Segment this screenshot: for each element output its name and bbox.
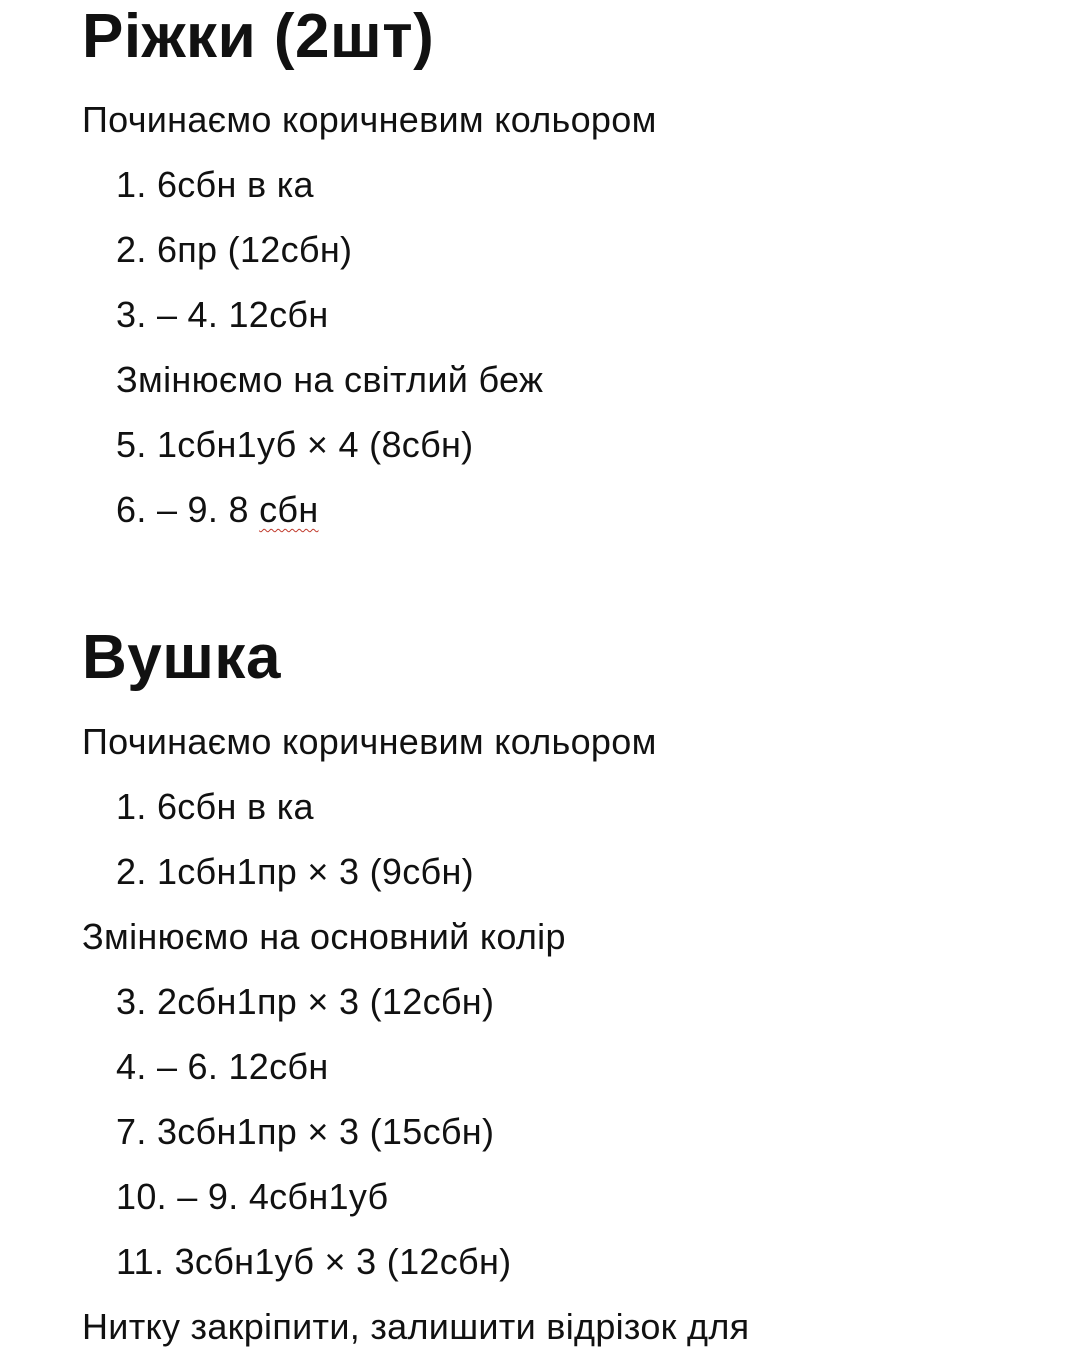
list-text: 6сбн в ка bbox=[156, 164, 314, 205]
list-text: 1сбн1пр × 3 (9сбн) bbox=[156, 851, 474, 892]
section-intro: Починаємо коричневим кольором bbox=[82, 99, 657, 140]
finishing-note: Нитку закріпити, залишити відрізок для bbox=[82, 1306, 750, 1347]
list-item bbox=[116, 1045, 329, 1089]
list-number: 2. bbox=[116, 851, 147, 892]
list-number: 4. bbox=[116, 1046, 147, 1087]
list-number: 6. bbox=[116, 489, 147, 530]
list-number: 7. bbox=[116, 1111, 147, 1152]
list-number: 2. bbox=[116, 229, 147, 270]
color-change-note: Змінюємо на основний колір bbox=[82, 916, 566, 957]
list-item bbox=[116, 1110, 494, 1154]
section-title-ears: Вушка bbox=[82, 623, 281, 692]
list-number: 10. bbox=[116, 1176, 167, 1217]
list-text: – 4. 12сбн bbox=[156, 294, 329, 335]
list-item bbox=[116, 163, 314, 207]
color-change-note: Змінюємо на світлий беж bbox=[116, 359, 544, 400]
list-text: 6пр (12сбн) bbox=[156, 229, 353, 270]
section-intro: Починаємо коричневим кольором bbox=[82, 721, 657, 762]
list-text: – 9. 8 bbox=[156, 489, 260, 530]
list-item bbox=[116, 980, 494, 1024]
list-item bbox=[116, 1240, 511, 1284]
list-number: 1. bbox=[116, 164, 147, 205]
list-item bbox=[116, 785, 314, 829]
list-text: 1сбн1уб × 4 (8сбн) bbox=[156, 424, 474, 465]
list-item bbox=[116, 1175, 388, 1219]
list-text: 2сбн1пр × 3 (12сбн) bbox=[156, 981, 495, 1022]
list-item bbox=[116, 423, 473, 467]
list-text: – 6. 12сбн bbox=[156, 1046, 329, 1087]
list-number: 3. bbox=[116, 981, 147, 1022]
list-text: 3сбн1пр × 3 (15сбн) bbox=[156, 1111, 495, 1152]
list-text: 6сбн в ка bbox=[156, 786, 314, 827]
list-number: 1. bbox=[116, 786, 147, 827]
list-item bbox=[116, 850, 474, 894]
list-number: 5. bbox=[116, 424, 147, 465]
list-number: 3. bbox=[116, 294, 147, 335]
list-text: – 9. 4сбн1уб bbox=[177, 1176, 389, 1217]
spellcheck-flagged-word[interactable]: сбн bbox=[259, 489, 319, 530]
list-item bbox=[116, 228, 352, 272]
list-item bbox=[116, 293, 329, 337]
list-number: 11. bbox=[116, 1241, 165, 1282]
section-title-horns: Ріжки (2шт) bbox=[82, 2, 435, 71]
list-item bbox=[116, 488, 319, 532]
list-text: 3сбн1уб × 3 (12сбн) bbox=[174, 1241, 512, 1282]
